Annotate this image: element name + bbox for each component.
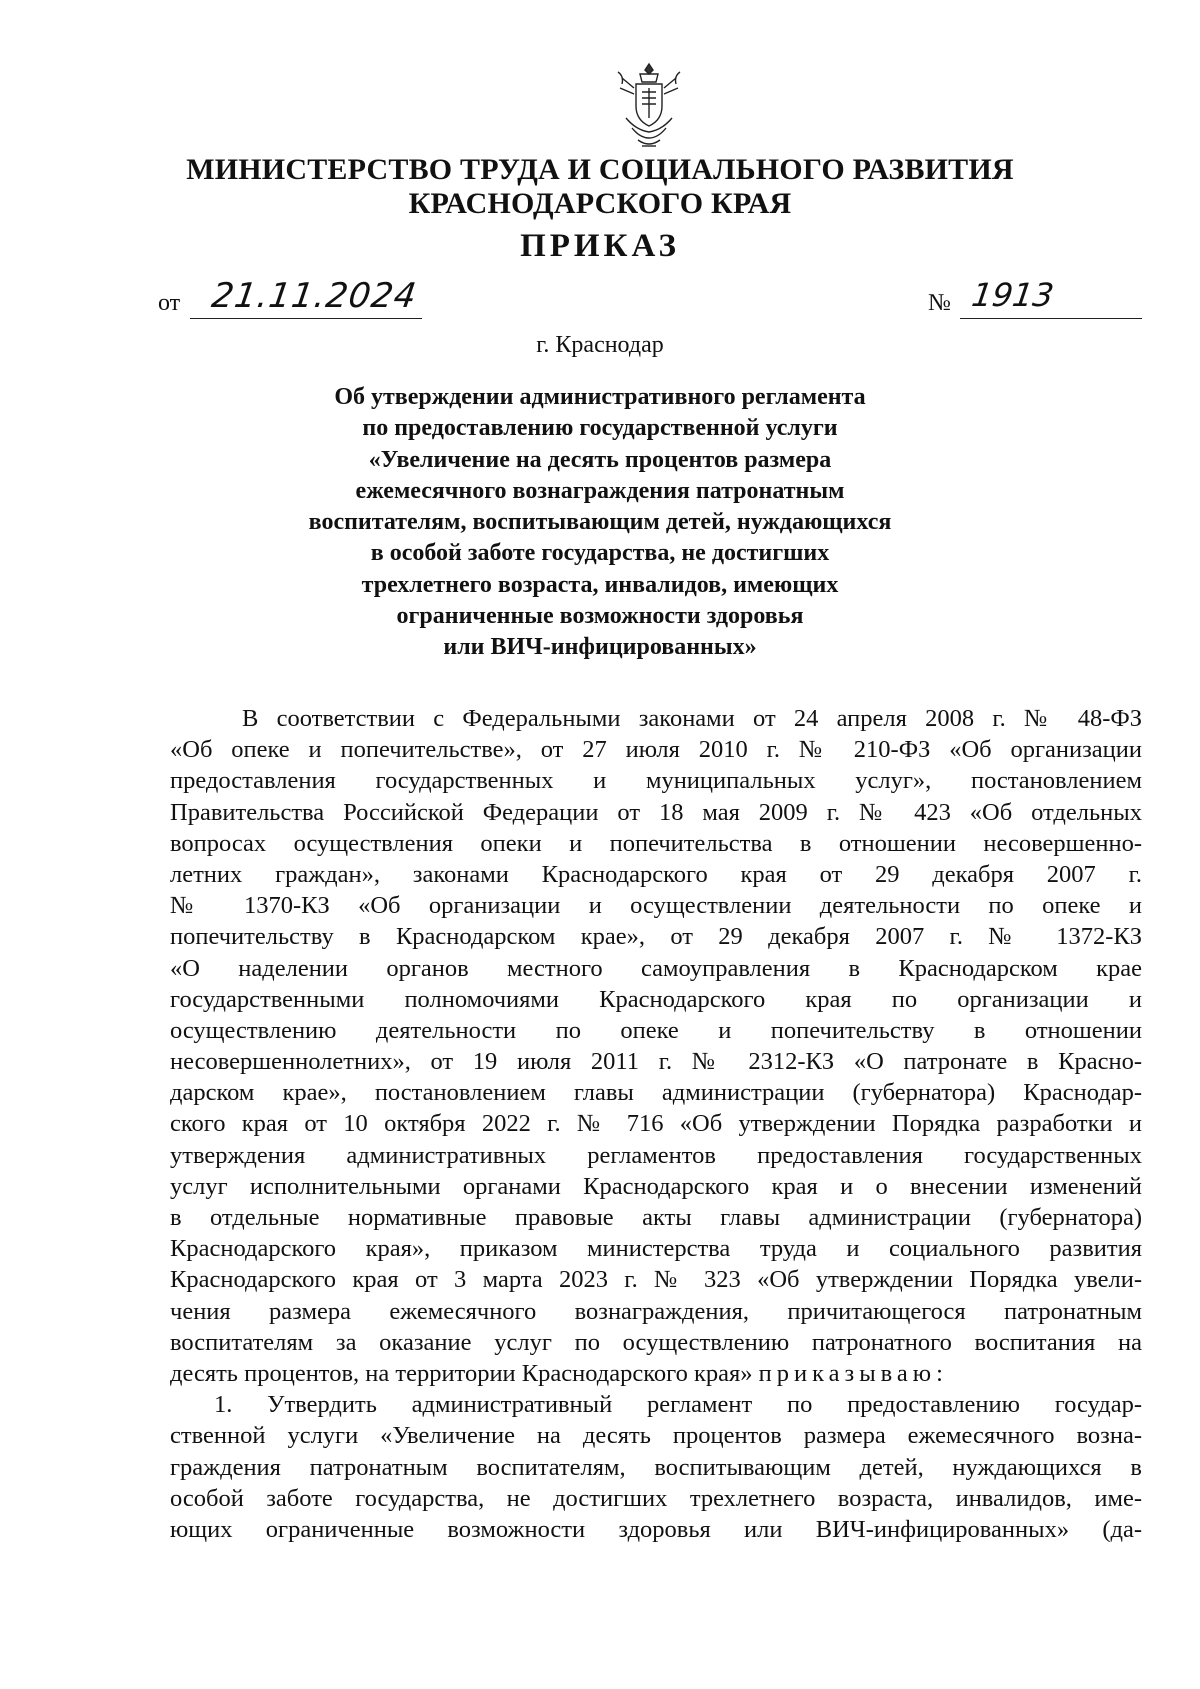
number-label: № [928,290,951,316]
body-line: граждения патронатным воспитателям, воспитывающим детей, нуждающихся в [170,1453,1142,1481]
body-line: Краснодарского края», приказом министерства труда и социального развития [170,1235,1142,1263]
date-underline [190,318,422,319]
date-value: 21.11.2024 [209,276,420,316]
body-line: Правительства Российской Федерации от 18 мая 2009 г. № 423 «Об отдельных [170,798,1142,826]
title-line: по предоставлению государственной услуги [362,415,838,442]
date-label: от [158,290,181,316]
body-line: ственной услуги «Увеличение на десять процентов размера ежемесячного возна- [170,1422,1142,1450]
document-body [170,703,1142,1545]
title-line: ежемесячного вознаграждения патронатным [355,477,845,504]
body-line: Краснодарского края от 3 марта 2023 г. № 323 «Об утверждении Порядка увели- [170,1266,1142,1294]
title-line: воспитателям, воспитывающим детей, нуждающихся [308,509,892,536]
body-line: «Об опеке и попечительстве», от 27 июля 2010 г. № 210-ФЗ «Об организации [170,736,1142,764]
body-line: № 1370-КЗ «Об организации и осуществлении деятельности по опеке и [170,892,1142,920]
body-line-with-order [170,1358,1142,1389]
body-line: особой заботе государства, не достигших трехлетнего возраста, инвалидов, име- [170,1484,1142,1512]
body-line: чения размера ежемесячного вознаграждения, причитающегося патронатным [170,1297,1142,1325]
body-line: в отдельные нормативные правовые акты главы администрации (губернатора) [170,1204,1142,1231]
organization-name-line1: МИНИСТЕРСТВО ТРУДА И СОЦИАЛЬНОГО РАЗВИТИЯ [186,153,1014,186]
body-line: дарском крае», постановлением главы администрации (губернатора) Краснодар- [170,1079,1142,1107]
document-title [260,382,940,664]
body-line: 1. Утвердить административный регламент по предоставлению государ- [214,1391,1142,1419]
body-line: предоставления государственных и муниципальных услуг», постановлением [170,767,1142,795]
body-line: вопросах осуществления опеки и попечительства в отношении несовершенно- [170,829,1142,857]
body-line: летних граждан», законами Краснодарского края от 29 декабря 2007 г. [170,860,1142,888]
title-line: «Увеличение на десять процентов размера [368,446,832,473]
body-line: услуг исполнительными органами Краснодарского края и о внесении изменений [170,1172,1142,1200]
document-type: ПРИКАЗ [520,228,680,264]
city: г. Краснодар [536,332,664,358]
body-line: В соответствии с Федеральными законами от 24 апреля 2008 г. № 48-ФЗ [242,705,1142,732]
order-word: приказываю: [758,1359,948,1387]
body-line-text: десять процентов, на территории Краснодарского края» [170,1359,753,1387]
body-line: осуществлению деятельности по опеке и попечительству в отношении [170,1016,1142,1044]
body-line: утверждения административных регламентов предоставления государственных [170,1141,1142,1169]
body-line: ского края от 10 октября 2022 г. № 716 «Об утверждении Порядка разработки и [170,1110,1142,1138]
title-line: Об утверждении административного регламента [334,384,866,410]
body-line: государственными полномочиями Краснодарского края по организации и [170,985,1142,1013]
body-line: «О наделении органов местного самоуправления в Краснодарском крае [170,954,1142,982]
body-line: несовершеннолетних», от 19 июля 2011 г. № 2312-КЗ «О патронате в Красно- [170,1048,1142,1076]
coat-of-arms-icon [612,62,686,152]
number-underline [960,318,1142,319]
title-line: трехлетнего возраста, инвалидов, имеющих [361,571,839,598]
title-line: в особой заботе государства, не достигших [370,540,830,567]
body-line: попечительству в Краснодарском крае», от 29 декабря 2007 г. № 1372-КЗ [170,923,1142,951]
body-line: воспитателям за оказание услуг по осуществлению патронатного воспитания на [170,1328,1142,1356]
body-line: ющих ограниченные возможности здоровья или ВИЧ-инфицированных» (да- [170,1515,1142,1543]
organization-name-line2: КРАСНОДАРСКОГО КРАЯ [408,187,792,220]
number-value: 1913 [969,276,1057,314]
title-line: или ВИЧ-инфицированных» [443,634,757,661]
title-line: ограниченные возможности здоровья [396,603,804,630]
